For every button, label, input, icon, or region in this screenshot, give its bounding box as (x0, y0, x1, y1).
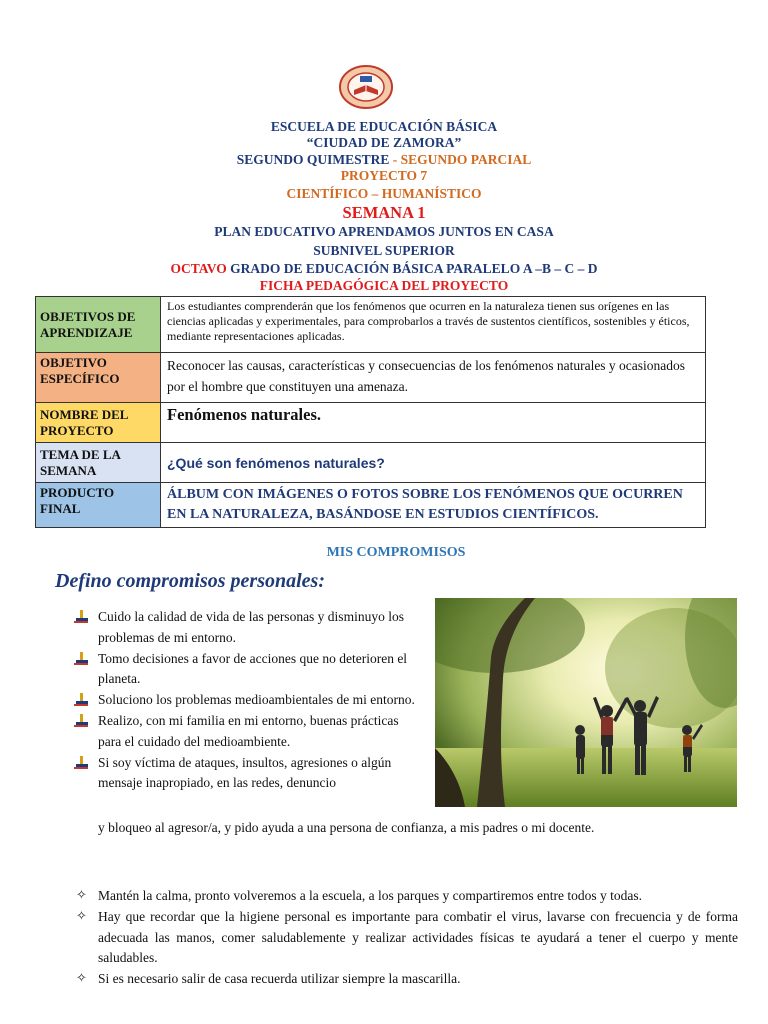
tips-list (74, 886, 738, 990)
table-row-nombre (36, 403, 706, 443)
list-item (74, 969, 738, 990)
school-name: ESCUELA DE EDUCACIÓN BÁSICA (270, 119, 498, 134)
tip-text: Mantén la calma, pronto volveremos a la escuela, a los parques y compartiremos entre todos y todas. (98, 888, 642, 903)
push-pin-icon (74, 756, 90, 770)
compromiso-text: Realizo, con mi familia en mi entorno, buenas prácticas para el cuidado del medioambiente. (98, 712, 399, 749)
grade-details: GRADO DE EDUCACIÓN BÁSICA PARALELO A –B – C – D (226, 261, 598, 276)
four-point-star-icon: ✧ (76, 888, 87, 903)
tema-value: ¿Qué son fenómenos naturales? (161, 443, 706, 483)
week-title: SEMANA 1 (342, 203, 426, 222)
compromiso-text: Si soy víctima de ataques, insultos, agresiones o algún mensaje inapropiado, en las redes, denuncio (98, 754, 392, 791)
grade-line (0, 260, 768, 278)
tip-text: Si es necesario salir de casa recuerda utilizar siempre la mascarilla. (98, 971, 461, 987)
producto-value: ÁLBUM CON IMÁGENES O FOTOS SOBRE LOS FENÓMENOS QUE OCURREN EN LA NATURALEZA, BASÁNDOSE EN ESTUDIOS CIENTÍFICOS. (161, 483, 706, 528)
list-item (74, 886, 738, 907)
push-pin-icon (74, 610, 90, 624)
table-row-objetivos (36, 297, 706, 353)
list-item (74, 649, 424, 691)
objetivos-label: OBJETIVOS DE APRENDIZAJE (36, 297, 161, 353)
compromisos-heading: MIS COMPROMISOS (326, 545, 466, 560)
family-nature-photo (435, 598, 737, 807)
push-pin-icon (74, 652, 90, 666)
school-city: “CIUDAD DE ZAMORA” (306, 135, 462, 150)
area-title: CIENTÍFICO – HUMANÍSTICO (286, 186, 482, 201)
list-item (74, 607, 424, 649)
quimestre-separator: - (389, 152, 401, 167)
list-item (74, 711, 424, 753)
four-point-star-icon: ✧ (76, 908, 87, 924)
objetivos-value: Los estudiantes comprenderán que los fenómenos que ocurren en la naturaleza tienen sus orígenes en las ciencias aplicadas y experimentales, para comprobarlos a través de sustentos científicos, sostenibles y éticos, mediante representaciones aplicadas. (161, 297, 706, 353)
parcial-label: SEGUNDO PARCIAL (400, 152, 532, 167)
compromiso-text: Tomo decisiones a favor de acciones que no deterioren el planeta. (98, 650, 408, 687)
push-pin-icon (74, 693, 90, 707)
grade-octavo: OCTAVO (170, 261, 227, 276)
producto-label: PRODUCTO FINAL (36, 483, 161, 528)
project-number: PROYECTO 7 (340, 168, 428, 183)
subnivel-title: SUBNIVEL SUPERIOR (313, 243, 455, 258)
nombre-label: NOMBRE DEL PROYECTO (36, 403, 161, 443)
compromiso-text: Cuido la calidad de vida de las personas y disminuyo los problemas de mi entorno. (98, 609, 404, 645)
plan-title: PLAN EDUCATIVO APRENDAMOS JUNTOS EN CASA (214, 224, 554, 239)
push-pin-icon (74, 714, 90, 728)
compromiso-continuation: y bloqueo al agresor/a, y pido ayuda a una persona de confianza, a mis padres o mi docente. (98, 820, 595, 835)
list-item (74, 753, 424, 795)
table-row-especifico (36, 353, 706, 403)
list-item (74, 907, 738, 969)
tema-label: TEMA DE LA SEMANA (36, 443, 161, 483)
quimestre-label: SEGUNDO QUIMESTRE (236, 152, 390, 167)
ficha-title: FICHA PEDAGÓGICA DEL PROYECTO (259, 278, 509, 293)
ficha-table (35, 296, 706, 528)
nombre-value: Fenómenos naturales. (161, 403, 706, 443)
table-row-tema (36, 443, 706, 483)
compromiso-text: Soluciono los problemas medioambientales de mi entorno. (98, 692, 415, 708)
four-point-star-icon: ✧ (76, 971, 87, 987)
compromisos-list (74, 607, 424, 794)
tip-text: Hay que recordar que la higiene personal es importante para combatir el virus, lavarse con frecuencia y de forma adecuada las manos, comer saludablemente y realizar actividades físicas te ayudará a tener el cuerpo y mente saludables. (98, 908, 738, 966)
especifico-value: Reconocer las causas, características y consecuencias de los fenómenos naturales y ocasionados por el hombre que constituyen una amenaza. (161, 353, 706, 403)
compromisos-subheading: Defino compromisos personales: (55, 570, 325, 592)
especifico-label: OBJETIVO ESPECÍFICO (36, 353, 161, 403)
list-item (74, 690, 424, 711)
school-seal-logo (338, 64, 394, 110)
table-row-producto (36, 483, 706, 528)
